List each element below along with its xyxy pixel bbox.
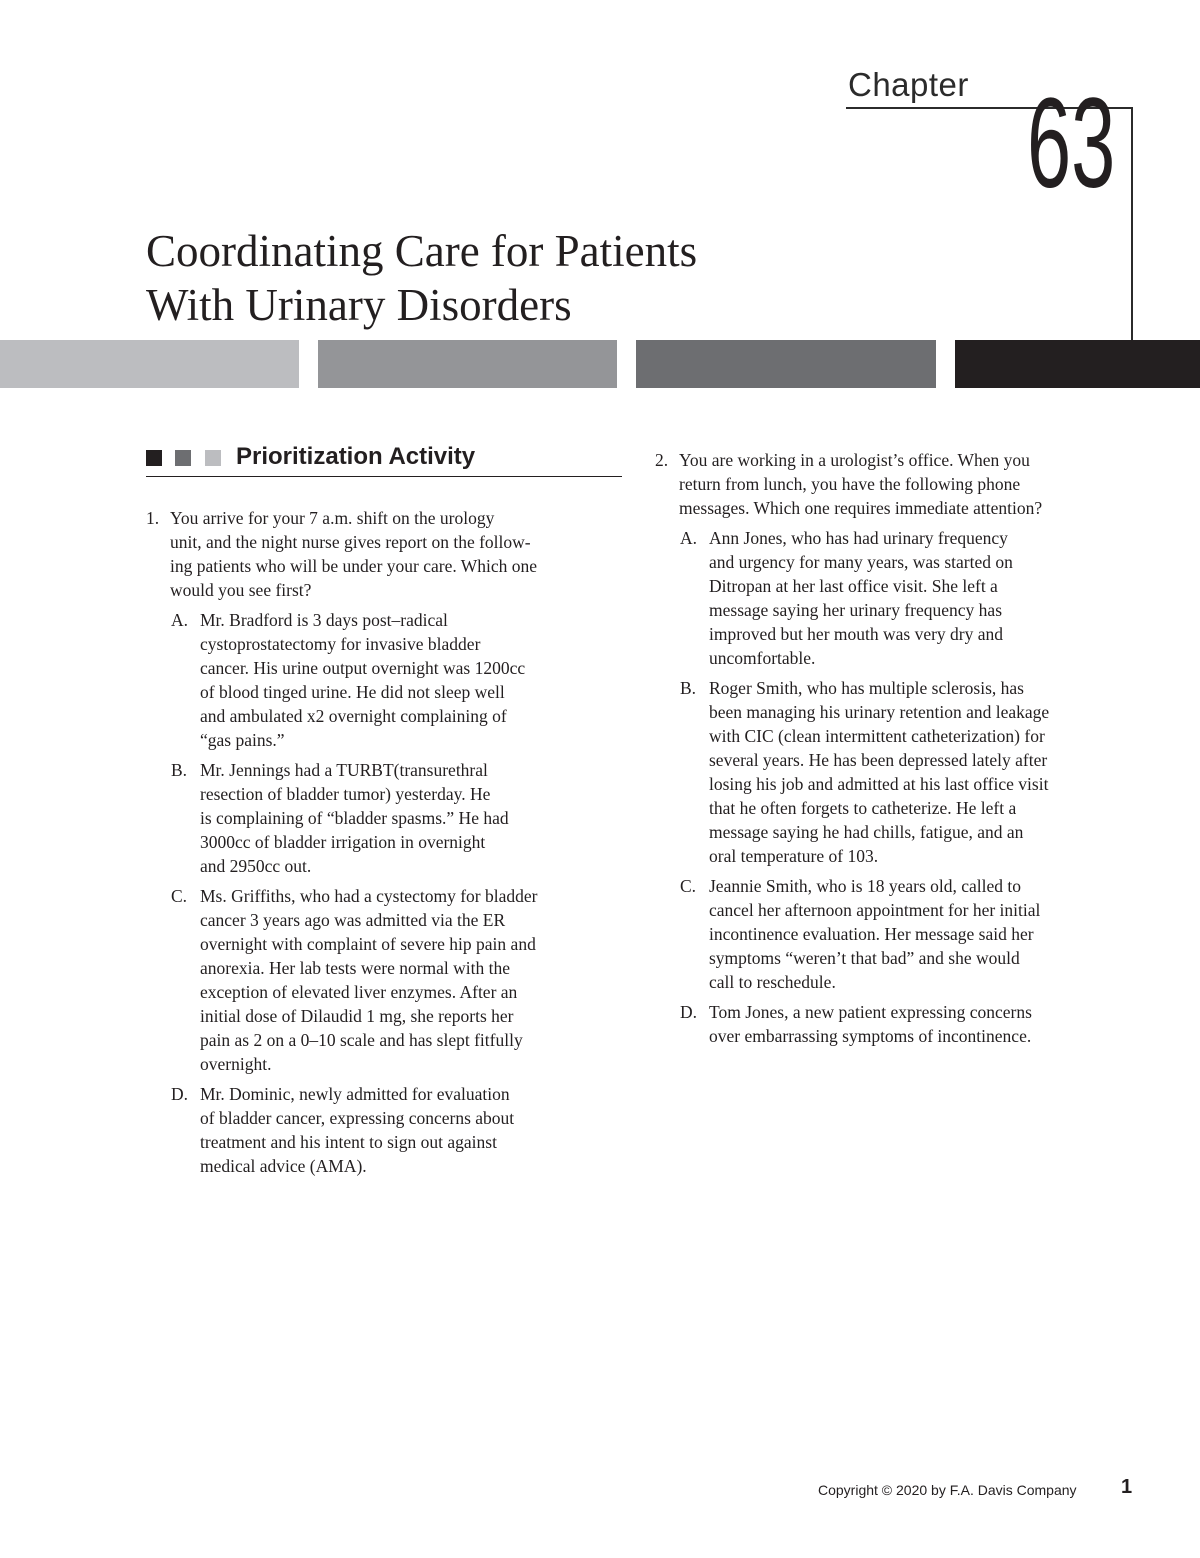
question-number: 1. bbox=[146, 508, 160, 528]
option-text bbox=[709, 1000, 1135, 1048]
option-line: oral temperature of 103. bbox=[709, 846, 879, 866]
header-band-light bbox=[0, 340, 299, 388]
option-line: message saying he had chills, fatigue, and an bbox=[709, 822, 1024, 842]
chapter-title-line-1: Coordinating Care for Patients bbox=[146, 226, 698, 276]
stem-line: You are working in a urologist’s office. When you bbox=[679, 450, 1030, 470]
option-line: overnight. bbox=[200, 1054, 272, 1074]
footer-copyright: Copyright © 2020 by F.A. Davis Company bbox=[818, 1482, 1077, 1498]
header-band-dark bbox=[636, 340, 936, 388]
chapter-title-line-2: With Urinary Disorders bbox=[146, 280, 572, 330]
option-line: with CIC (clean intermittent catheterization) for bbox=[709, 726, 1045, 746]
option-letter: D. bbox=[171, 1084, 189, 1104]
option-line: Roger Smith, who has multiple sclerosis, has bbox=[709, 678, 1024, 698]
option-text bbox=[709, 526, 1135, 670]
option-line: “gas pains.” bbox=[200, 730, 285, 750]
option-line: of blood tinged urine. He did not sleep well bbox=[200, 682, 505, 702]
option-line: initial dose of Dilaudid 1 mg, she reports her bbox=[200, 1006, 514, 1026]
option-line: Mr. Jennings had a TURBT(transurethral bbox=[200, 760, 488, 780]
stem-line: ing patients who will be under your care. Which one bbox=[170, 556, 538, 576]
question-stem bbox=[679, 448, 1135, 520]
option-line: call to reschedule. bbox=[709, 972, 836, 992]
option-line: message saying her urinary frequency has bbox=[709, 600, 1003, 620]
option-line: Ditropan at her last office visit. She left a bbox=[709, 576, 998, 596]
header-band-medium bbox=[318, 340, 617, 388]
option-letter: B. bbox=[680, 678, 697, 698]
chapter-number: 63 bbox=[1027, 72, 1116, 215]
page-number: 1 bbox=[1121, 1476, 1133, 1498]
option-line: and 2950cc out. bbox=[200, 856, 312, 876]
option-line: Jeannie Smith, who is 18 years old, called to bbox=[709, 876, 1022, 896]
stem-line: would you see first? bbox=[170, 580, 312, 600]
stem-line: You arrive for your 7 a.m. shift on the urology bbox=[170, 508, 495, 528]
option-text bbox=[200, 608, 626, 752]
chapter-title bbox=[146, 224, 846, 332]
option-line: Ms. Griffiths, who had a cystectomy for bladder bbox=[200, 886, 538, 906]
question-stem bbox=[170, 506, 626, 602]
option-letter: A. bbox=[171, 610, 189, 630]
option-line: 3000cc of bladder irrigation in overnight bbox=[200, 832, 486, 852]
question-2 bbox=[655, 448, 1135, 1048]
question-1 bbox=[146, 506, 626, 1178]
question-2-block bbox=[655, 448, 1135, 520]
question-1-block bbox=[146, 506, 626, 602]
option-line: pain as 2 on a 0–10 scale and has slept fitfully bbox=[200, 1030, 523, 1050]
option-a bbox=[655, 526, 1135, 670]
option-text bbox=[200, 1082, 626, 1178]
option-line: improved but her mouth was very dry and bbox=[709, 624, 1004, 644]
option-line: that he often forgets to catheterize. He left a bbox=[709, 798, 1017, 818]
option-letter: D. bbox=[680, 1002, 698, 1022]
section-title: Prioritization Activity bbox=[236, 443, 476, 470]
option-line: and urgency for many years, was started on bbox=[709, 552, 1013, 572]
option-line: resection of bladder tumor) yesterday. He bbox=[200, 784, 491, 804]
option-d bbox=[655, 1000, 1135, 1048]
option-line: several years. He has been depressed lately after bbox=[709, 750, 1048, 770]
option-line: Mr. Dominic, newly admitted for evaluation bbox=[200, 1084, 510, 1104]
option-line: incontinence evaluation. Her message said her bbox=[709, 924, 1034, 944]
header-band-black bbox=[955, 340, 1200, 388]
section-square-medium-icon bbox=[175, 450, 191, 466]
question-number: 2. bbox=[655, 450, 669, 470]
option-line: exception of elevated liver enzymes. After an bbox=[200, 982, 518, 1002]
option-letter: C. bbox=[171, 886, 188, 906]
section-square-light-icon bbox=[205, 450, 221, 466]
option-line: symptoms “weren’t that bad” and she would bbox=[709, 948, 1020, 968]
option-line: uncomfortable. bbox=[709, 648, 816, 668]
option-line: cancer 3 years ago was admitted via the ER bbox=[200, 910, 506, 930]
option-line: cystoprostatectomy for invasive bladder bbox=[200, 634, 481, 654]
option-text bbox=[200, 884, 626, 1076]
option-line: cancer. His urine output overnight was 1200cc bbox=[200, 658, 526, 678]
stem-line: unit, and the night nurse gives report on the follow- bbox=[170, 532, 531, 552]
option-line: and ambulated x2 overnight complaining of bbox=[200, 706, 507, 726]
option-d bbox=[146, 1082, 626, 1178]
option-line: Ann Jones, who has had urinary frequency bbox=[709, 528, 1008, 548]
stem-line: return from lunch, you have the following phone bbox=[679, 474, 1021, 494]
option-line: Tom Jones, a new patient expressing concerns bbox=[709, 1002, 1032, 1022]
option-a bbox=[146, 608, 626, 752]
option-c bbox=[655, 874, 1135, 994]
option-letter: C. bbox=[680, 876, 697, 896]
option-line: over embarrassing symptoms of incontinence. bbox=[709, 1026, 1032, 1046]
chapter-label: Chapter bbox=[848, 66, 969, 103]
stem-line: messages. Which one requires immediate attention? bbox=[679, 498, 1043, 518]
option-b bbox=[655, 676, 1135, 868]
chapter-rule-vertical bbox=[1131, 107, 1133, 340]
option-text bbox=[709, 874, 1135, 994]
option-letter: A. bbox=[680, 528, 698, 548]
option-line: medical advice (AMA). bbox=[200, 1156, 367, 1176]
option-line: anorexia. Her lab tests were normal with the bbox=[200, 958, 511, 978]
option-line: losing his job and admitted at his last office visit bbox=[709, 774, 1049, 794]
option-line: been managing his urinary retention and leakage bbox=[709, 702, 1050, 722]
option-b bbox=[146, 758, 626, 878]
option-line: of bladder cancer, expressing concerns about bbox=[200, 1108, 515, 1128]
option-letter: B. bbox=[171, 760, 188, 780]
section-square-dark-icon bbox=[146, 450, 162, 466]
option-line: Mr. Bradford is 3 days post–radical bbox=[200, 610, 448, 630]
option-c bbox=[146, 884, 626, 1076]
option-line: is complaining of “bladder spasms.” He had bbox=[200, 808, 509, 828]
option-line: treatment and his intent to sign out against bbox=[200, 1132, 497, 1152]
option-line: cancel her afternoon appointment for her initial bbox=[709, 900, 1041, 920]
section-heading bbox=[146, 440, 622, 477]
option-line: overnight with complaint of severe hip pain and bbox=[200, 934, 536, 954]
option-text bbox=[200, 758, 626, 878]
option-text bbox=[709, 676, 1135, 868]
